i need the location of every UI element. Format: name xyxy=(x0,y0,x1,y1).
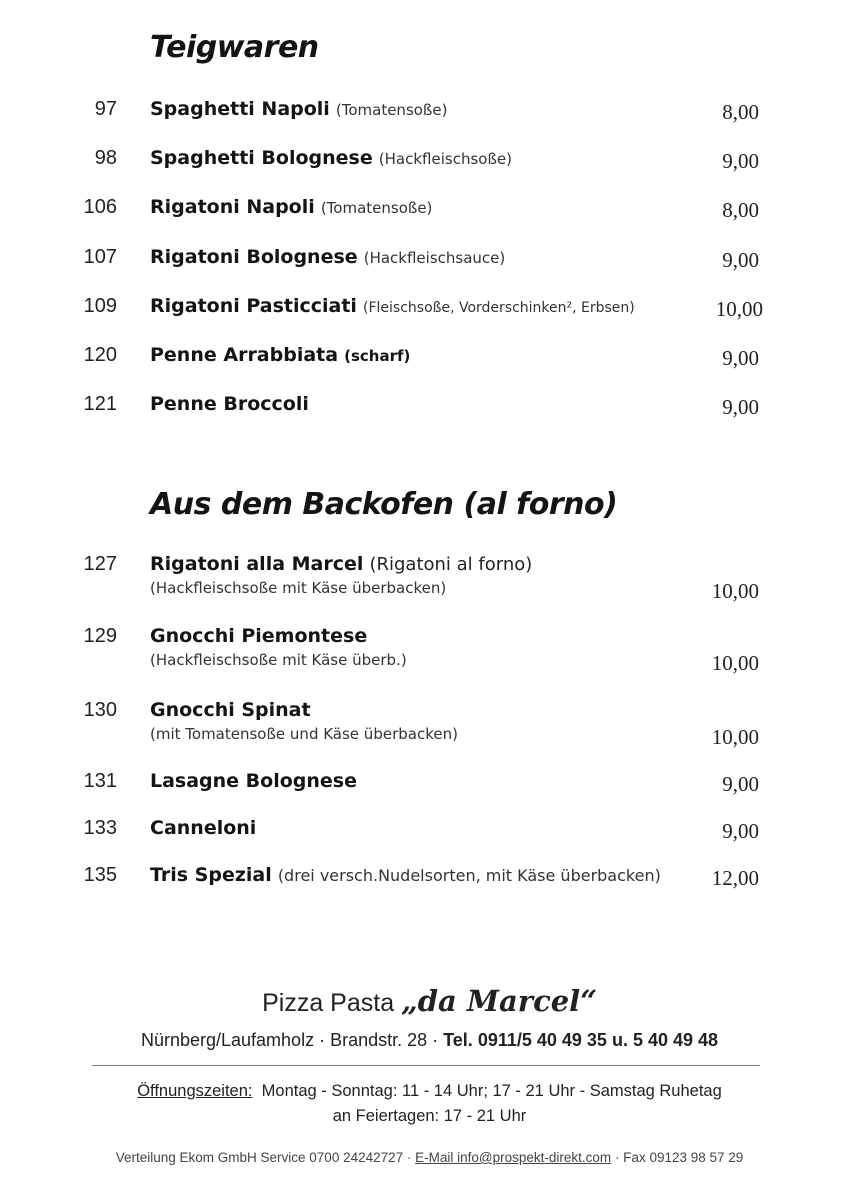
item-name: Penne Broccoli xyxy=(150,393,309,415)
restaurant-script-name: „da Marcel“ xyxy=(401,984,597,1018)
item-name: Tris Spezial xyxy=(150,864,272,886)
item-price: 10,00 xyxy=(711,651,759,675)
item-price: 9,00 xyxy=(722,346,759,370)
item-number: 120 xyxy=(83,344,117,366)
item-number: 106 xyxy=(83,196,117,218)
item-name: Penne Arrabbiata xyxy=(150,344,339,366)
item-number: 107 xyxy=(83,246,117,268)
item-name: Rigatoni Bolognese xyxy=(150,246,358,268)
item-name: Canneloni xyxy=(150,817,257,839)
item-number: 129 xyxy=(83,625,117,647)
item-description: (Rigatoni al forno) xyxy=(369,554,533,575)
item-name: Spaghetti Bolognese xyxy=(150,147,373,169)
footer-distribution: Verteilung Ekom GmbH Service 0700 24242727 · xyxy=(115,1150,412,1165)
restaurant-name xyxy=(0,984,859,1018)
item-number: 97 xyxy=(94,98,117,120)
telephone: Tel. 0911/5 40 49 35 u. 5 40 49 48 xyxy=(443,1030,719,1050)
item-number: 98 xyxy=(94,147,117,169)
opening-hours xyxy=(0,1079,859,1129)
item-description: (Fleischsoße, Vorderschinken², Erbsen) xyxy=(363,300,635,316)
item-description: (Tomatensoße) xyxy=(320,199,433,217)
item-price: 9,00 xyxy=(722,149,759,173)
item-description: (Hackfleischsauce) xyxy=(363,249,506,267)
item-number: 130 xyxy=(83,699,117,721)
item-number: 109 xyxy=(83,295,117,317)
item-description: (scharf) xyxy=(344,347,411,365)
item-price: 12,00 xyxy=(711,866,759,890)
section-title-teigwaren: Teigwaren xyxy=(150,30,319,65)
item-number: 135 xyxy=(83,864,117,886)
item-price: 10,00 xyxy=(711,579,759,603)
item-description: (Hackfleischsoße) xyxy=(378,150,512,168)
restaurant-prefix: Pizza Pasta xyxy=(262,989,395,1017)
item-description: (drei versch.Nudelsorten, mit Käse überbacken) xyxy=(277,866,661,885)
hours-line-2: an Feiertagen: 17 - 21 Uhr xyxy=(332,1107,527,1125)
item-name: Rigatoni Napoli xyxy=(150,196,315,218)
restaurant-address xyxy=(0,1030,859,1051)
hours-label: Öffnungszeiten: xyxy=(137,1082,253,1100)
hours-line-1: Montag - Sonntag: 11 - 14 Uhr; 17 - 21 Uhr - Samstag Ruhetag xyxy=(261,1082,722,1100)
item-description: (Tomatensoße) xyxy=(335,101,448,119)
footer-email-link[interactable]: E-Mail info@prospekt-direkt.com xyxy=(415,1150,612,1165)
item-name: Gnocchi Spinat xyxy=(150,699,311,721)
footer-fax: · Fax 09123 98 57 29 xyxy=(614,1150,744,1165)
item-name: Spaghetti Napoli xyxy=(150,98,330,120)
item-name: Gnocchi Piemontese xyxy=(150,625,368,647)
address-text: Nürnberg/Laufamholz · Brandstr. 28 · xyxy=(140,1030,439,1050)
divider xyxy=(92,1065,760,1066)
item-number: 131 xyxy=(83,770,117,792)
item-price: 9,00 xyxy=(722,395,759,419)
item-price: 9,00 xyxy=(722,819,759,843)
item-price: 8,00 xyxy=(722,198,759,222)
item-price: 10,00 xyxy=(711,725,759,749)
item-price: 10,00 xyxy=(715,297,763,321)
item-price: 8,00 xyxy=(722,100,759,124)
item-name: Rigatoni alla Marcel xyxy=(150,553,364,575)
item-number: 133 xyxy=(83,817,117,839)
item-price: 9,00 xyxy=(722,772,759,796)
item-name: Lasagne Bolognese xyxy=(150,770,357,792)
section-title-backofen: Aus dem Backofen (al forno) xyxy=(150,487,618,522)
item-description-secondary: (mit Tomatensoße und Käse überbacken) xyxy=(150,725,458,743)
footer xyxy=(0,1150,859,1165)
item-price: 9,00 xyxy=(722,248,759,272)
item-number: 121 xyxy=(83,393,117,415)
item-description-secondary: (Hackfleischsoße mit Käse überbacken) xyxy=(150,579,447,597)
item-number: 127 xyxy=(83,553,117,575)
item-name: Rigatoni Pasticciati xyxy=(150,295,357,317)
item-description-secondary: (Hackfleischsoße mit Käse überb.) xyxy=(150,651,407,669)
